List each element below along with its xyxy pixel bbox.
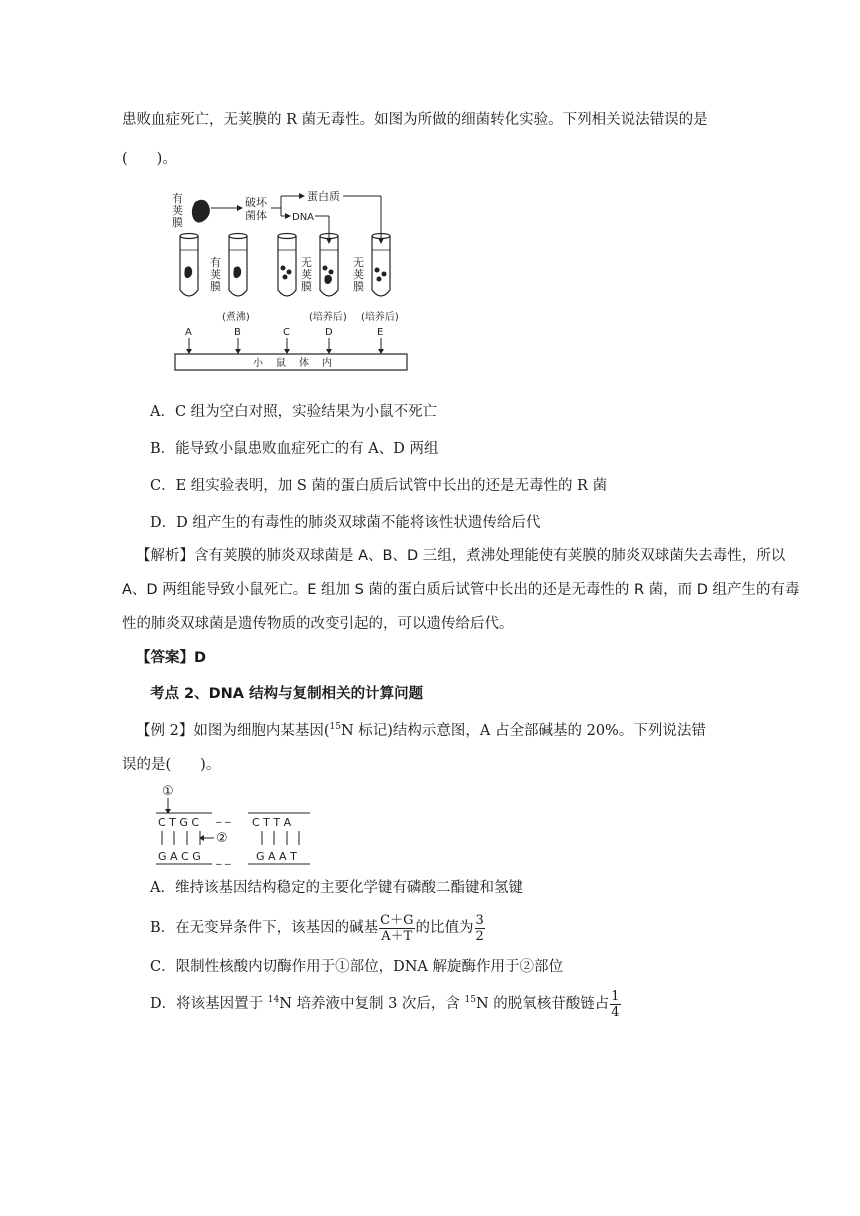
group-letter-b: B	[234, 327, 241, 338]
dna-structure-figure	[152, 782, 318, 868]
top-strand-left: C T G C	[158, 816, 200, 829]
tube-b-label-1: 有	[210, 256, 221, 269]
top-strand-right: C T T A	[252, 816, 292, 829]
share-fraction: $\frac{1}{4}$	[611, 988, 620, 1020]
mouse-label-4: 内	[322, 358, 332, 369]
note-b: (煮沸)	[222, 312, 250, 323]
group-letter-c: C	[283, 327, 290, 338]
analysis-line-3: 性的肺炎双球菌是遗传物质的改变引起的，可以遗传给后代。	[122, 616, 514, 632]
mouse-label-1: 小	[253, 358, 263, 369]
bottom-strand-right: G A A T	[256, 850, 297, 863]
tube-d-label-1: 无	[301, 256, 312, 269]
note-d: (培养后)	[309, 312, 347, 323]
q1-option-b: B．能导致小鼠患败血症死亡的有 A、D 两组	[150, 441, 439, 457]
transformation-experiment-figure	[165, 188, 421, 380]
q1-option-a: A．C 组为空白对照，实验结果为小鼠不死亡	[150, 404, 438, 420]
bottom-strand-left: G A C G	[158, 850, 201, 863]
break-label-2: 菌体	[245, 209, 267, 222]
capsule-label-3: 膜	[172, 216, 183, 229]
group-letter-e: E	[377, 327, 384, 338]
marker-2: ②	[216, 831, 228, 846]
tube-e-label-1: 无	[353, 256, 364, 269]
tube-b-label-3: 膜	[210, 280, 221, 293]
section-2-title: 考点 2、DNA 结构与复制相关的计算问题	[150, 686, 424, 702]
tube-d-label-2: 荚	[301, 268, 312, 281]
mouse-label-2: 鼠	[276, 358, 286, 369]
q1-option-d: D．D 组产生的有毒性的肺炎双球菌不能将该性状遗传给后代	[150, 515, 541, 531]
q2-option-d: D．将该基因置于 $^{14}$N 培养液中复制 3 次后，含 $^{15}$N 的脱氧核苷酸链占 $\frac{1}{4}$	[150, 988, 620, 1020]
q2-option-c: C．限制性核酸内切酶作用于①部位，DNA 解旋酶作用于②部位	[150, 959, 563, 975]
break-label-1: 破坏	[245, 196, 267, 209]
note-e: (培养后)	[361, 312, 399, 323]
mouse-label-3: 体	[299, 358, 309, 369]
group-letter-a: A	[185, 327, 192, 338]
marker-1: ①	[162, 784, 174, 799]
intro-line-2: ( )。	[122, 151, 177, 167]
ratio-fraction: $\frac{C+G}{A+T}$	[380, 912, 414, 944]
answer: 【答案】D	[136, 650, 207, 666]
q1-option-c: C．E 组实验表明，加 S 菌的蛋白质后试管中长出的还是无毒性的 R 菌	[150, 478, 608, 494]
q2-option-a: A．维持该基因结构稳定的主要化学键有磷酸二酯键和氢键	[150, 880, 523, 896]
q2-option-b: B．在无变异条件下，该基因的碱基 $\frac{C+G}{A+T}$ 的比值为 $\frac{3}{2}$	[150, 912, 484, 944]
bottom-gap: _ _	[216, 852, 231, 865]
capsule-label-1: 有	[172, 192, 183, 205]
analysis-line-1: 【解析】含有荚膜的肺炎双球菌是 A、B、D 三组，煮沸处理能使有荚膜的肺炎双球菌失去毒性，所以	[136, 548, 786, 564]
intro-line-1: 患败血症死亡，无荚膜的 R 菌无毒性。如图为所做的细菌转化实验。下列相关说法错误的是	[122, 112, 708, 128]
dna-label: DNA	[292, 212, 315, 223]
protein-label: 蛋白质	[307, 190, 340, 203]
tube-e-label-3: 膜	[353, 280, 364, 293]
value-fraction: $\frac{3}{2}$	[475, 912, 484, 944]
tube-b-label-2: 荚	[210, 268, 221, 281]
analysis-line-2: A、D 两组能导致小鼠死亡。E 组加 S 菌的蛋白质后试管中长出的还是无毒性的 R 菌，而 D 组产生的有毒	[122, 582, 800, 598]
example-2-line-2: 误的是( )。	[122, 757, 221, 773]
capsule-label-2: 荚	[172, 204, 183, 217]
tube-d-label-3: 膜	[301, 280, 312, 293]
example-2-line-1: 【例 2】如图为细胞内某基因($^{15}$N 标记)结构示意图，A 占全部碱基的 20%。下列说法错	[136, 722, 706, 739]
tube-e-label-2: 荚	[353, 268, 364, 281]
group-letter-d: D	[325, 327, 333, 338]
top-gap: _ _	[216, 810, 231, 823]
